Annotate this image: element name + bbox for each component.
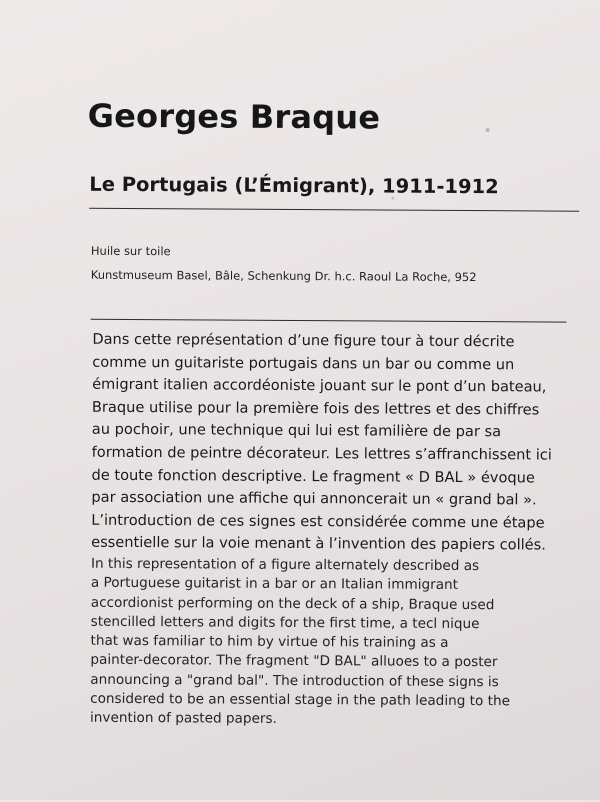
text-line: announcing a "grand bal". The introduction of these signs is [90,671,499,691]
text-line: de toute fonction descriptive. Le fragment « D BAL » évoque [91,466,535,486]
description-english [90,555,581,732]
text-line: Braque utilise pour la première fois des lettres et des chiffres [91,398,540,419]
text-line: comme un guitariste portugais dans un bar ou comme un [92,353,515,373]
artist-name: Georges Braque [87,96,381,137]
text-line: that was familiar to him by virtue of his training as a [90,632,449,652]
artwork-collection: Kunstmuseum Basel, Bâle, Schenkung Dr. h.c. Raoul La Roche, 952 [90,267,477,285]
text-line: Dans cette représentation d’une figure tour à tour décrite [92,330,515,351]
text-line: painter-decorator. The fragment "D BAL" alluoes to a poster [90,652,498,671]
artwork-medium: Huile sur toile [90,243,171,259]
text-line: accordionist performing on the deck of a ship, Braque used [90,594,495,613]
text-line: au pochoir, une technique qui lui est familière de par sa [91,421,502,441]
text-line: invention of pasted papers. [90,710,277,728]
text-line: émigrant italien accordéoniste jouant sur le pont d’un bateau, [92,375,547,396]
text-line: par association une affiche qui annoncerait un « grand bal ». [91,488,537,509]
text-line: essentielle sur la voie menant à l’invention des papiers collés. [91,534,546,554]
text-line: L’introduction de ces signes est considérée comme une étape [91,511,545,532]
text-line: stencilled letters and digits for the first time, a tecl nique [90,613,480,632]
artwork-title: Le Portugais (L’Émigrant), 1911-1912 [89,172,499,199]
wall-mark [486,128,490,132]
text-line: a Portuguese guitarist in a bar or an Italian immigrant [90,575,459,594]
text-line: In this representation of a figure alternately described as [90,555,480,575]
title-divider [89,208,579,212]
description-french [91,329,582,558]
text-line: formation de peintre décorateur. Les lettres s’affranchissent ici [91,443,552,464]
text-line: considered to be an essential stage in the path leading to the [90,690,511,710]
meta-divider [90,319,566,323]
